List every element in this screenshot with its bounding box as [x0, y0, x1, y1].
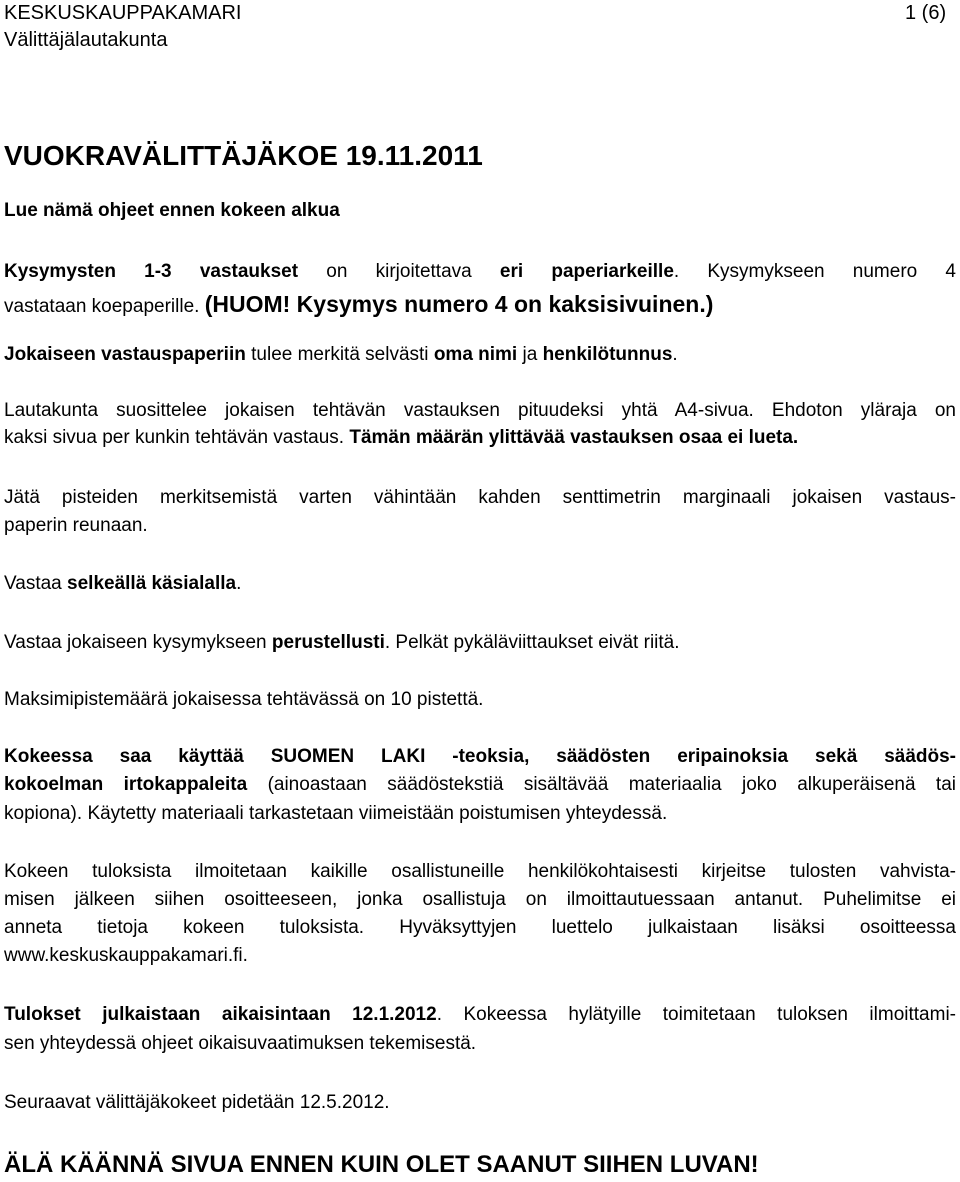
- instruction-max-points: Maksimipistemäärä jokaisessa tehtävässä on 10 pistettä.: [4, 689, 484, 710]
- organization-name: KESKUSKAUPPAKAMARI: [4, 2, 242, 24]
- instruction-margin-line-1: Jätä pisteiden merkitsemistä varten vähintään kahden senttimetrin marginaali jokaisen vastaus-: [4, 487, 956, 508]
- emphasis-text: Tulokset julkaistaan aikaisintaan 12.1.2012: [4, 1004, 437, 1025]
- page-number: 1 (6): [905, 2, 947, 24]
- document-title: VUOKRAVÄLITTÄJÄKOE 19.11.2011: [4, 140, 483, 171]
- instruction-text: kaksi sivua per kunkin tehtävän vastaus.: [4, 427, 350, 448]
- instruction-publication-line-2: sen yhteydessä ohjeet oikaisuvaatimuksen tekemisestä.: [4, 1033, 477, 1054]
- instruction-answer-sheets-line-1: [4, 259, 956, 285]
- instruction-answer-sheets-line-2: [4, 291, 956, 320]
- instruction-margin-line-2: paperin reunaan.: [4, 515, 148, 536]
- emphasis-text: oma nimi: [433, 344, 518, 365]
- instruction-text: Vastaa: [4, 573, 68, 594]
- department-name: Välittäjälautakunta: [4, 29, 168, 51]
- emphasis-text: eri paperiarkeille: [499, 261, 674, 282]
- instruction-results-line-1: Kokeen tuloksista ilmoitetaan kaikille osallistuneille henkilökohtaisesti kirjeitse tulosten vahvista-: [4, 861, 956, 882]
- instruction-text: ja: [517, 344, 543, 365]
- instruction-handwriting: [4, 571, 956, 597]
- instruction-text: . Pelkät pykäläviittaukset eivät riitä.: [384, 632, 680, 653]
- instruction-text: Vastaa jokaiseen kysymykseen: [4, 632, 272, 653]
- instruction-justify: [4, 630, 956, 656]
- emphasis-text: perustellusti: [271, 632, 385, 653]
- instruction-length-line-1: Lautakunta suosittelee jokaisen tehtävän vastauksen pituudeksi yhtä A4-sivua. Ehdoton yläraja on: [4, 400, 956, 421]
- instruction-text: . Kokeessa hylätyille toimitetaan tuloksen ilmoittami-: [436, 1004, 956, 1025]
- instruction-text: on kirjoitettava: [298, 261, 500, 282]
- emphasis-text: Kysymysten 1-3 vastaukset: [4, 261, 299, 282]
- emphasis-text: Tämän määrän ylittävää vastauksen osaa ei lueta.: [349, 427, 799, 448]
- instruction-materials-line-2: [4, 772, 956, 798]
- emphasis-text: Jokaiseen vastauspaperiin: [4, 344, 246, 365]
- emphasis-text: selkeällä käsialalla: [67, 573, 237, 594]
- instruction-materials-line-1: [4, 744, 956, 770]
- note-question-4: (HUOM! Kysymys numero 4 on kaksisivuinen.): [204, 291, 714, 317]
- instructions-subtitle: Lue nämä ohjeet ennen kokeen alkua: [4, 200, 340, 221]
- next-exam-date: Seuraavat välittäjäkokeet pidetään 12.5.2012.: [4, 1092, 390, 1113]
- emphasis-text: kokoelman irtokappaleita: [4, 774, 248, 795]
- instruction-materials-line-3: kopiona). Käytetty materiaali tarkastetaan viimeistään poistumisen yhteydessä.: [4, 803, 668, 824]
- instruction-results-line-2: misen jälkeen siihen osoitteeseen, jonka osallistuja on ilmoittautuessaan antanut. Puhelimitse ei: [4, 889, 956, 910]
- emphasis-text: Kokeessa saa käyttää SUOMEN LAKI -teoksia, säädösten eripainoksia sekä säädös-: [4, 746, 956, 767]
- instruction-text: . Kysymykseen numero 4: [673, 261, 956, 282]
- instruction-text: .: [672, 344, 678, 365]
- instruction-text: tulee merkitä selvästi: [245, 344, 434, 365]
- instruction-name-id: [4, 342, 956, 368]
- instruction-text: vastataan koepaperille.: [4, 296, 205, 317]
- instruction-text: (ainoastaan säädöstekstiä sisältävää materiaalia joko alkuperäisenä tai: [247, 774, 956, 795]
- instruction-text: .: [236, 573, 242, 594]
- instruction-length-line-2: [4, 425, 956, 451]
- results-website: www.keskuskauppakamari.fi.: [4, 945, 248, 966]
- instruction-results-line-3: anneta tietoja kokeen tuloksista. Hyväksyttyjen luettelo julkaistaan lisäksi osoitteessa: [4, 917, 956, 938]
- final-warning: ÄLÄ KÄÄNNÄ SIVUA ENNEN KUIN OLET SAANUT SIIHEN LUVAN!: [4, 1151, 759, 1178]
- instruction-publication-line-1: [4, 1002, 956, 1028]
- emphasis-text: henkilötunnus: [542, 344, 673, 365]
